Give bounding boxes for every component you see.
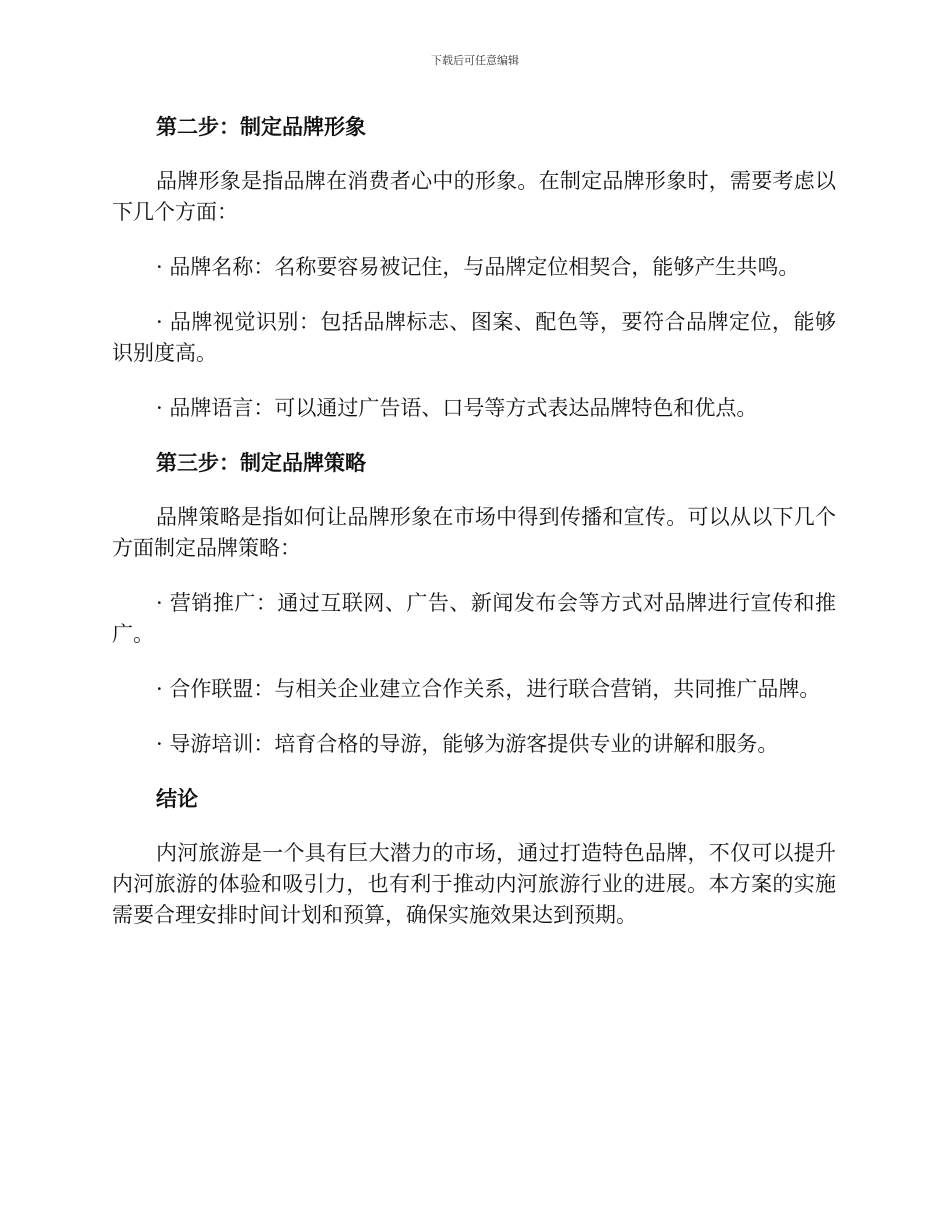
section-heading-step2: 第二步：制定品牌形象 <box>156 114 366 139</box>
paragraph-conclusion: 内河旅游是一个具有巨大潜力的市场，通过打造特色品牌，不仅可以提升内河旅游的体验和吸引力，也有利于推动内河旅游行业的进展。本方案的实施需要合理安排时间计划和预算，确保实施效果达到预期。 <box>112 841 836 927</box>
paragraph-brand-language: · 品牌语言：可以通过广告语、口号等方式表达品牌特色和优点。 <box>156 396 758 420</box>
section-heading-conclusion: 结论 <box>156 786 198 811</box>
section-heading-step3: 第三步：制定品牌策略 <box>156 450 366 475</box>
paragraph-cooperation-alliance: · 合作联盟：与相关企业建立合作关系，进行联合营销，共同推广品牌。 <box>156 677 821 701</box>
page-header: 下载后可任意编辑 <box>431 54 519 67</box>
paragraph-guide-training: · 导游培训：培育合格的导游，能够为游客提供专业的讲解和服务。 <box>156 732 779 756</box>
paragraph-marketing-promotion: · 营销推广：通过互联网、广告、新闻发布会等方式对品牌进行宣传和推广。 <box>112 591 836 646</box>
paragraph-brand-visual-identity: · 品牌视觉识别：包括品牌标志、图案、配色等，要符合品牌定位，能够识别度高。 <box>112 310 836 365</box>
paragraph-brand-image-intro: 品牌形象是指品牌在消费者心中的形象。在制定品牌形象时，需要考虑以下几个方面： <box>112 169 836 224</box>
paragraph-brand-strategy-intro: 品牌策略是指如何让品牌形象在市场中得到传播和宣传。可以从以下几个方面制定品牌策略： <box>112 505 836 560</box>
paragraph-brand-name: · 品牌名称：名称要容易被记住，与品牌定位相契合，能够产生共鸣。 <box>156 255 800 279</box>
document-body <box>112 112 836 931</box>
